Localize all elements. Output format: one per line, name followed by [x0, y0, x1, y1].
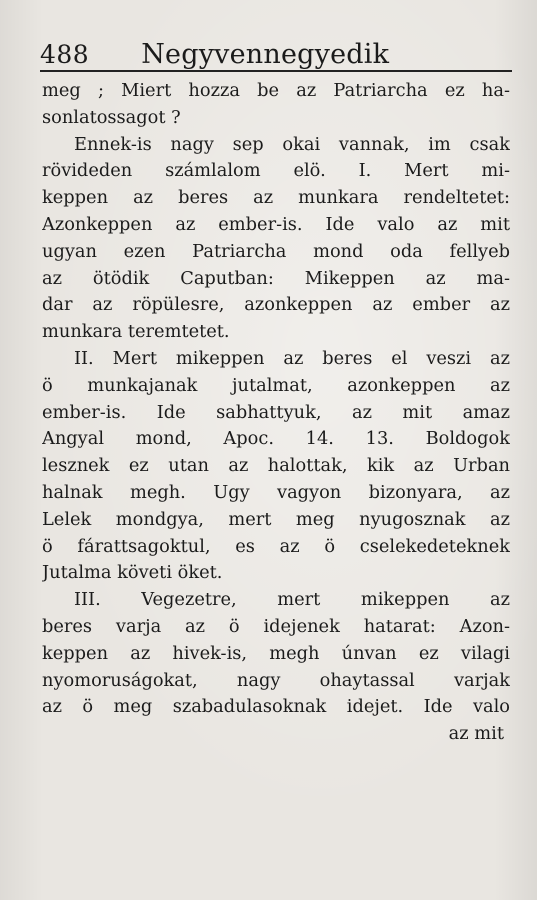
text-line: dar az röpülesre, azonkeppen az ember az [42, 294, 510, 316]
text-line: meg ; Miert hozza be az Patriarcha ez ha- [42, 80, 510, 101]
text-line: ember-is. Ide sabhattyuk, az mit amaz [42, 401, 510, 423]
text-line: az ötödik Caputban: Mikeppen az ma- [42, 267, 510, 289]
text-line: II. Mert mikeppen az beres el veszi az [74, 347, 510, 369]
catchword: az mit [448, 723, 504, 745]
text-line: Azonkeppen az ember-is. Ide valo az mit [42, 213, 510, 235]
text-line: az ö meg szabadulasoknak idejet. Ide valo [42, 696, 510, 718]
page-number: 488 [40, 40, 90, 69]
text-line: keppen az hivek-is, megh únvan ez vilagi [42, 642, 510, 664]
text-line: rövideden számlalom elö. I. Mert mi- [42, 160, 510, 182]
text-line: Angyal mond, Apoc. 14. 13. Boldogok [42, 428, 510, 450]
text-line: Lelek mondgya, mert meg nyugosznak az [42, 508, 510, 530]
text-line: keppen az beres az munkara rendeltetet: [42, 187, 510, 209]
text-line: III. Vegezetre, mert mikeppen az [74, 589, 510, 611]
text-line: ö munkajanak jutalmat, azonkeppen az [42, 374, 510, 396]
running-head: Negyvennegyedik [141, 39, 390, 70]
body-text [42, 78, 510, 748]
text-line: ö fárattsagoktul, es az ö cselekedeteknek [42, 535, 510, 557]
text-line: halnak megh. Ugy vagyon bizonyara, az [42, 481, 510, 503]
text-line: munkara teremtetet. [42, 321, 230, 343]
text-line: lesznek ez utan az halottak, kik az Urban [42, 455, 510, 477]
text-line: Ennek-is nagy sep okai vannak, im csak [74, 133, 510, 155]
text-line: Jutalma követi öket. [42, 562, 223, 584]
text-line: nyomoruságokat, nagy ohaytassal varjak [42, 669, 510, 691]
text-line: sonlatossagot ? [42, 106, 181, 128]
text-line: ugyan ezen Patriarcha mond oda fellyeb [42, 240, 510, 262]
text-line: beres varja az ö idejenek hatarat: Azon- [42, 615, 510, 637]
page-header [40, 26, 512, 72]
